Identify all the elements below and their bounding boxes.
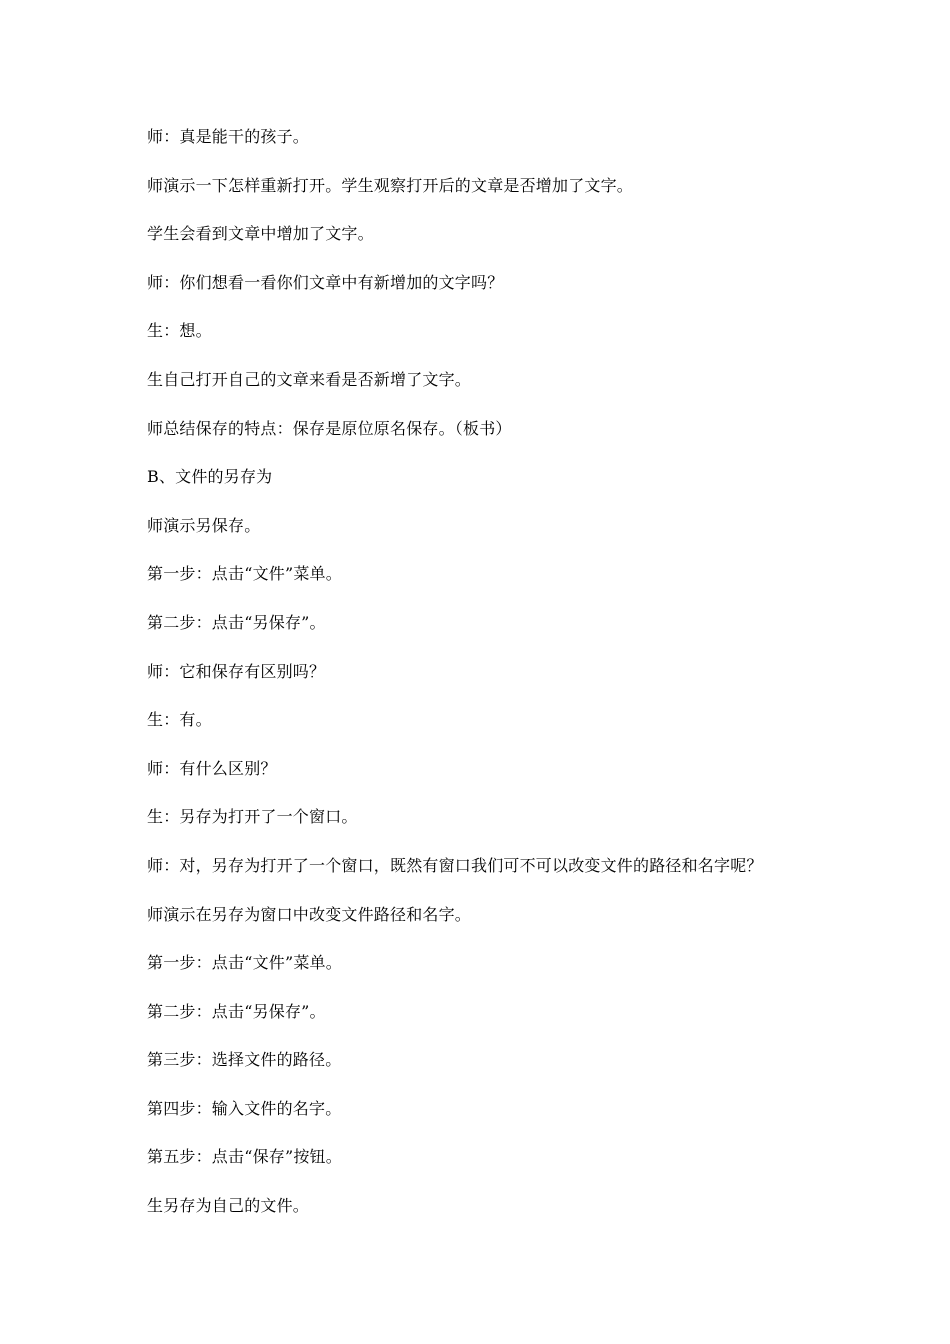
document-body bbox=[147, 125, 847, 1243]
paragraph-line: 学生会看到文章中增加了文字。 bbox=[147, 224, 374, 244]
paragraph-line: 师：有什么区别？ bbox=[147, 758, 277, 778]
paragraph-line: 师：你们想看一看你们文章中有新增加的文字吗？ bbox=[147, 272, 504, 292]
paragraph-line: 生另存为自己的文件。 bbox=[147, 1196, 310, 1216]
step-line: 第二步：点击“另保存”。 bbox=[147, 1001, 326, 1021]
paragraph-line: 生自己打开自己的文章来看是否新增了文字。 bbox=[147, 369, 472, 389]
paragraph-line: 师：它和保存有区别吗？ bbox=[147, 661, 326, 681]
paragraph-line: 师：真是能干的孩子。 bbox=[147, 127, 310, 146]
section-heading: B、文件的另存为 bbox=[147, 467, 273, 487]
paragraph-line: 生：想。 bbox=[147, 321, 212, 341]
paragraph-line: 师总结保存的特点：保存是原位原名保存。（板书） bbox=[147, 418, 512, 438]
paragraph-line: 生：有。 bbox=[147, 710, 212, 730]
paragraph-line: 师演示一下怎样重新打开。学生观察打开后的文章是否增加了文字。 bbox=[147, 175, 634, 195]
step-line: 第二步：点击“另保存”。 bbox=[147, 612, 326, 632]
paragraph-line: 师演示在另存为窗口中改变文件路径和名字。 bbox=[147, 904, 472, 924]
step-line: 第三步：选择文件的路径。 bbox=[147, 1050, 342, 1070]
step-line: 第五步：点击“保存”按钮。 bbox=[147, 1147, 342, 1167]
step-line: 第四步：输入文件的名字。 bbox=[147, 1098, 342, 1118]
paragraph-line: 生：另存为打开了一个窗口。 bbox=[147, 807, 358, 827]
step-line: 第一步：点击“文件”菜单。 bbox=[147, 564, 342, 584]
step-line: 第一步：点击“文件”菜单。 bbox=[147, 953, 342, 973]
paragraph-line: 师：对，另存为打开了一个窗口，既然有窗口我们可不可以改变文件的路径和名字呢？ bbox=[147, 855, 763, 875]
paragraph-line: 师演示另保存。 bbox=[147, 515, 261, 535]
